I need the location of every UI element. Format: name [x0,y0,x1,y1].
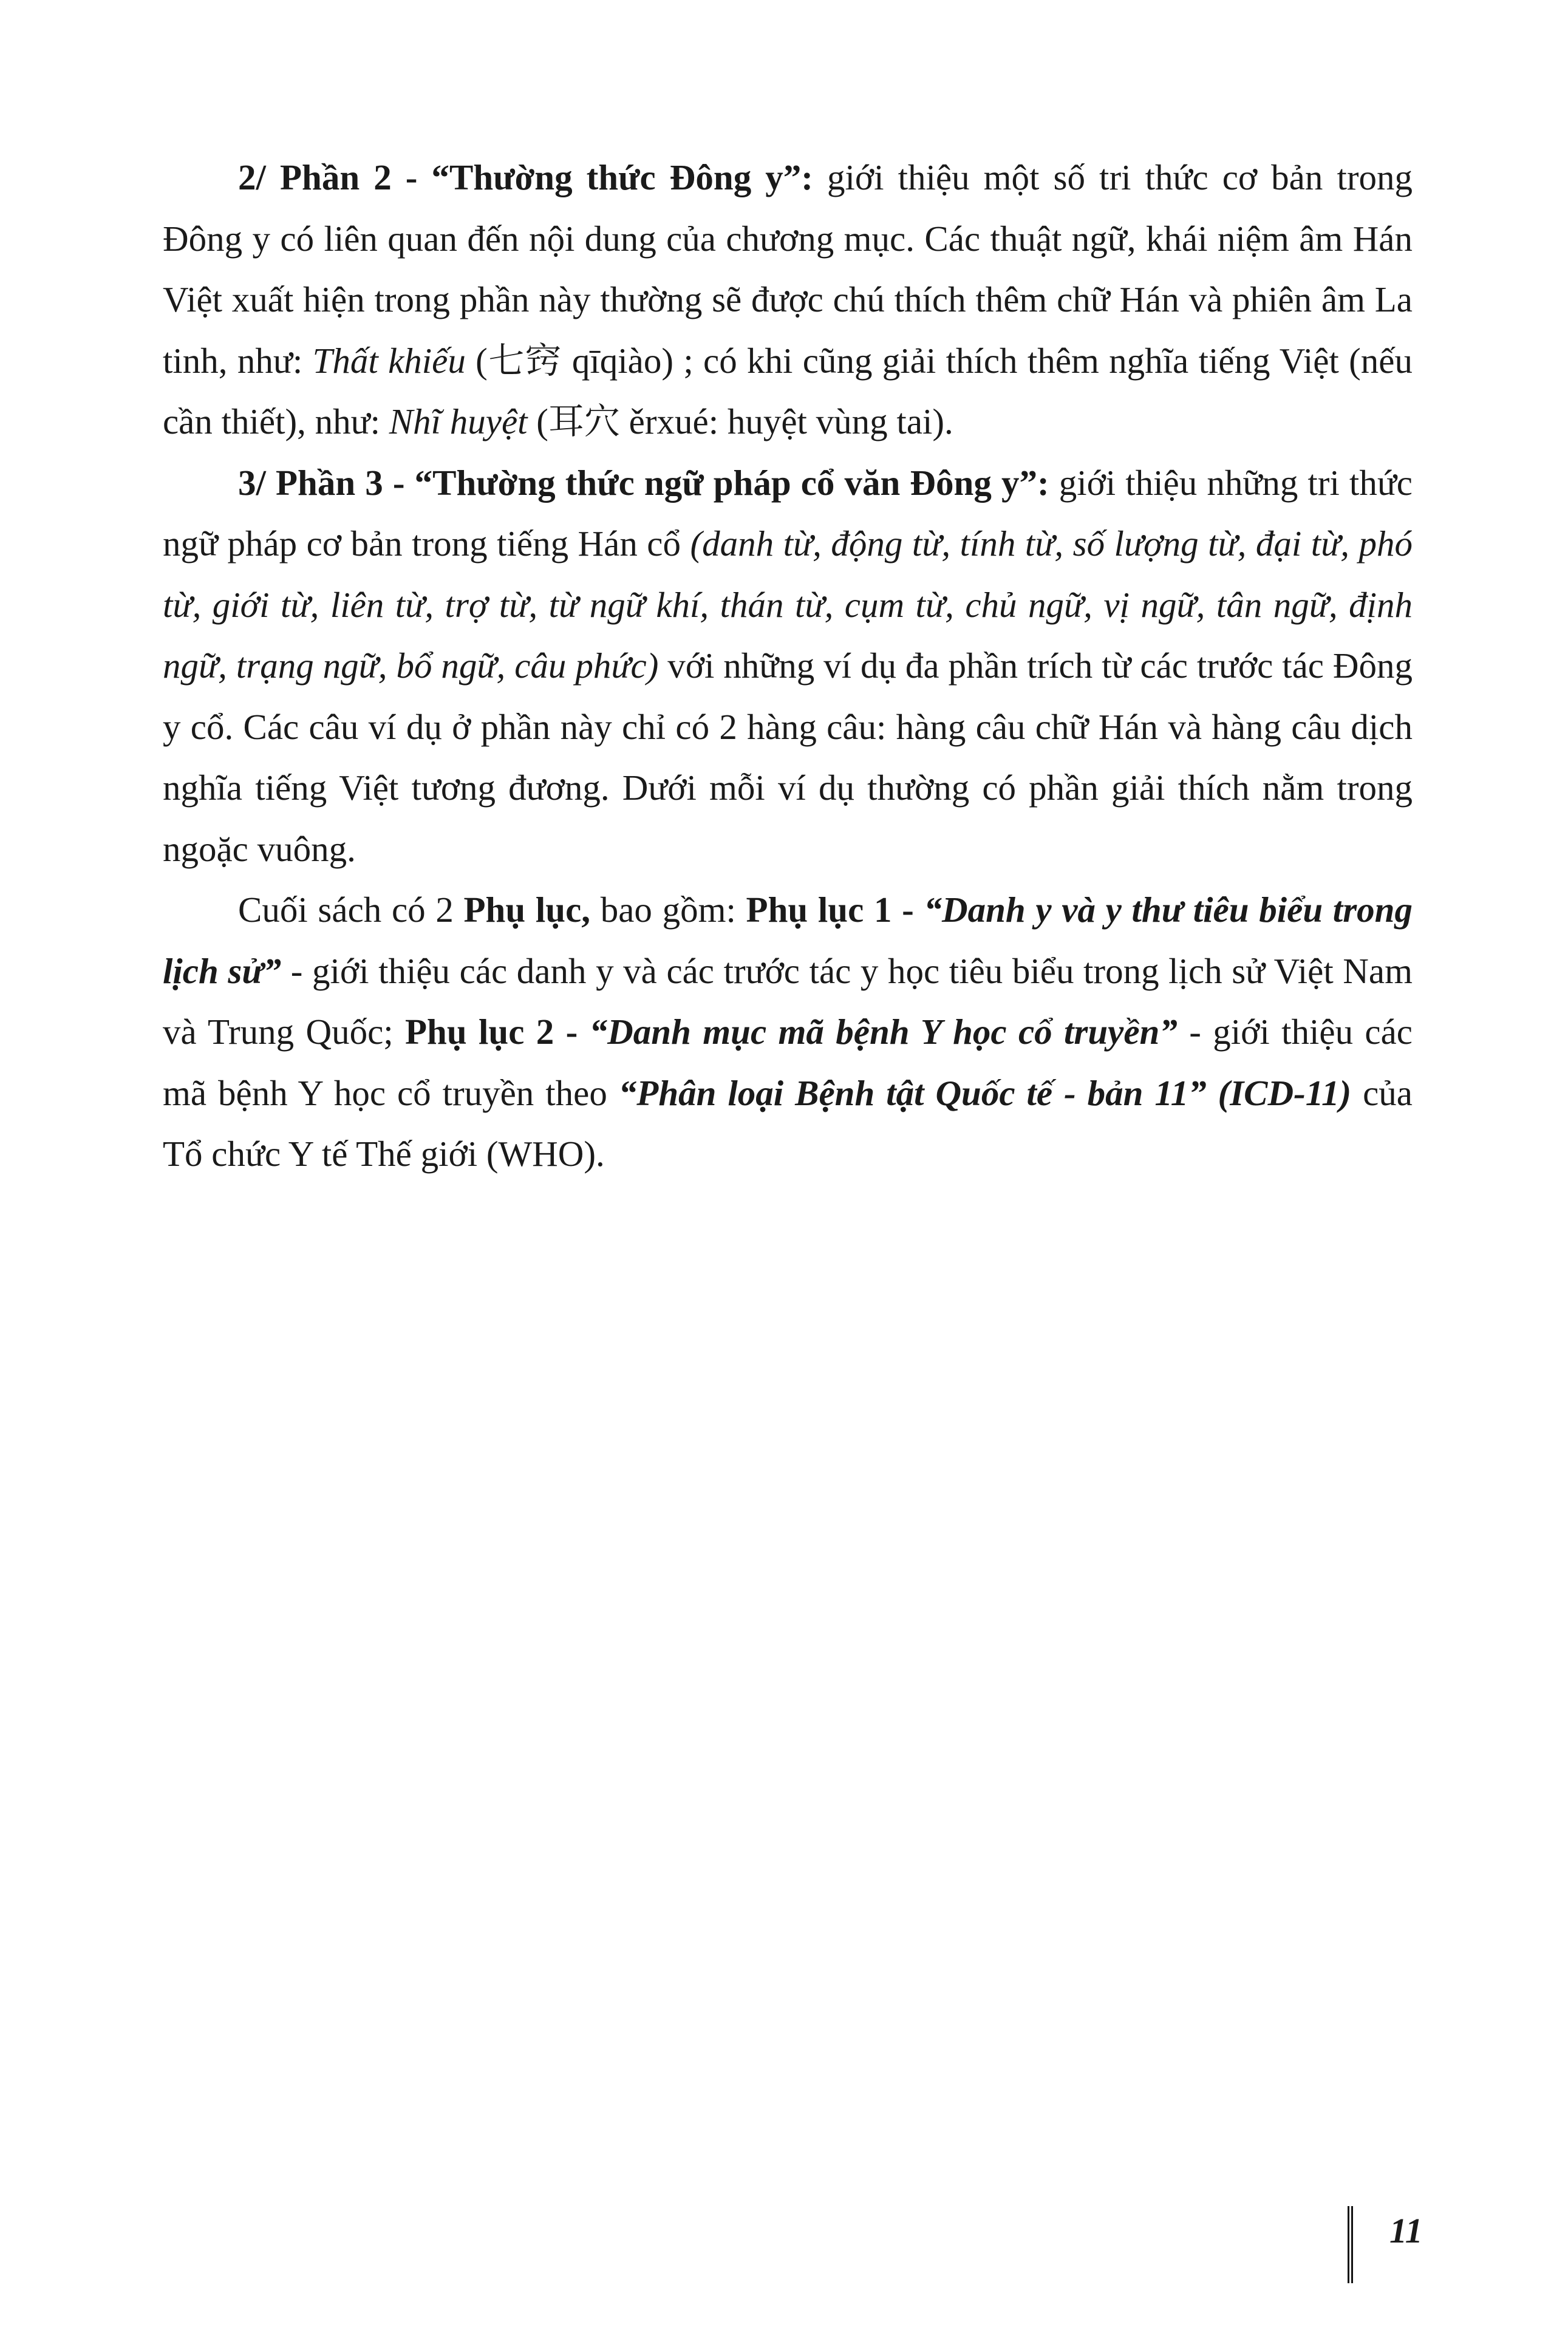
appendix-1-label: Phụ lục 1 - [746,890,914,930]
part-3-text-1: giới thiệu những tri thức ngữ pháp cơ bản trong tiếng Hán cổ [163,462,1413,564]
paragraph-part-2 [163,147,1413,452]
appendix-text-1: Cuối sách có 2 [238,890,464,930]
appendix-label: Phụ lục, [463,890,591,930]
appendix-2-title: “Danh mục mã bệnh Y học cổ truyền” [578,1012,1178,1052]
term-nhi-huyet: Nhĩ huyệt [389,401,528,441]
part-2-heading: 2/ Phần 2 - “Thường thức Đông y”: [238,157,813,197]
page-number: 11 [1389,2211,1423,2250]
part-2-text-3: (耳穴 ěrxué: huyệt vùng tai). [527,401,953,441]
appendix-text-3: - giới thiệu các danh y và các trước tác y học tiêu biểu trong lịch sử Việt Nam và Trung Quốc; [163,950,1413,1052]
part-3-heading: 3/ Phần 3 - “Thường thức ngữ pháp cổ văn Đông y”: [238,462,1049,503]
paragraph-appendix [163,879,1413,1185]
part-2-text-2: (七窍 qīqiào) ; có khi cũng giải thích thêm nghĩa tiếng Việt (nếu cần thiết), như: [163,340,1413,441]
part-2-text-1: giới thiệu một số tri thức cơ bản trong Đông y có liên quan đến nội dung của chương mục. Các thuật ngữ, khái niệm âm Hán Việt xuất hiện trong phần này thường sẽ được chú thích thêm chữ Hán và phiên âm La tinh, như: [163,157,1413,381]
page-number-divider [1348,2206,1353,2283]
appendix-text-5: của Tổ chức Y tế Thế giới (WHO). [163,1072,1413,1174]
term-that-khieu: Thất khiếu [312,340,466,381]
appendix-text-2: bao gồm: [590,890,746,930]
page-body [163,147,1413,1185]
appendix-text-4: - giới thiệu các mã bệnh Y học cổ truyền theo [163,1012,1413,1113]
appendix-2-label: Phụ lục 2 - [405,1012,578,1052]
grammar-term-list: (danh từ, động từ, tính từ, số lượng từ, đại từ, phó từ, giới từ, liên từ, trợ từ, từ ngữ khí, thán từ, cụm từ, chủ ngữ, vị ngữ, tân ngữ, định ngữ, trạng ngữ, bổ ngữ, câu phức) [163,523,1413,686]
part-3-text-2: với những ví dụ đa phần trích từ các trước tác Đông y cổ. Các câu ví dụ ở phần này chỉ có 2 hàng câu: hàng câu chữ Hán và hàng câu dịch nghĩa tiếng Việt tương đương. Dưới mỗi ví dụ thường có phần giải thích nằm trong ngoặc vuông. [163,645,1413,869]
appendix-1-title: “Danh y và y thư tiêu biểu trong lịch sử” [163,890,1413,991]
paragraph-part-3 [163,452,1413,880]
icd-11-title: “Phân loại Bệnh tật Quốc tế - bản 11” (ICD-11) [618,1072,1352,1113]
